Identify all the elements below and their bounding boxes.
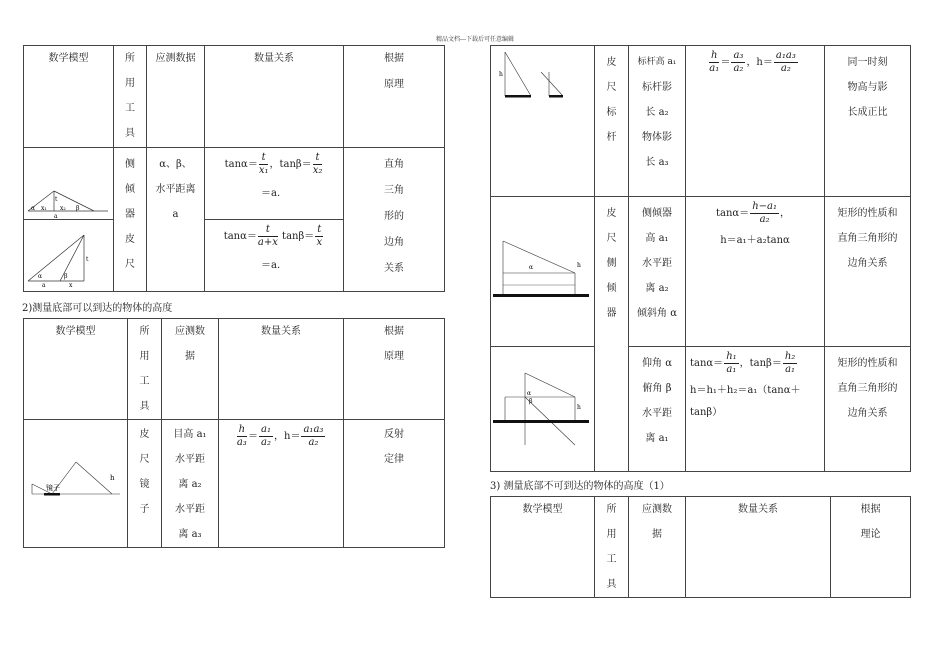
t1-rel1: tanα＝ $\frac{t}{\text{x₁}}$ ，tanβ＝ $\frac{t}{\text{x₂}}$ ＝a． (205, 148, 344, 220)
t2-h-basis: 根据原理 (384, 326, 404, 362)
pole-shadow-figure (491, 46, 595, 106)
svg-text:x₂: x₂ (60, 204, 66, 212)
t3-fig2-cell (491, 197, 595, 347)
svg-text:β: β (529, 398, 533, 405)
t3-r2-tool: 皮尺侧倾器 (606, 208, 617, 319)
section-3-caption: 3) 测量底部不可到达的物体的高度（1） (490, 481, 670, 492)
t1-h-basis: 根据原理 (384, 53, 404, 90)
t1-data-a: a (172, 209, 179, 220)
t4-h-model: 数学模型 (491, 497, 595, 598)
t3-fig3-cell (491, 347, 595, 472)
t1-data-angles: α、β、 (159, 159, 192, 170)
t1-fig1-cell (24, 148, 114, 220)
svg-text:h: h (577, 404, 581, 411)
table-1 (23, 45, 445, 292)
svg-text:β: β (64, 272, 68, 280)
triangle-figure-2 (24, 223, 112, 289)
t3-r3-data-1: 俯角 β (642, 383, 672, 394)
inclinometer-figure (491, 237, 595, 307)
t3-r2-data-0: 侧倾器 (642, 208, 672, 219)
svg-text:h: h (499, 71, 503, 78)
t1-h-rel: 数量关系 (205, 46, 344, 148)
t3-r2-data-1: 高 a₁ (645, 233, 669, 244)
t2-data-4: 离 a₃ (178, 529, 202, 540)
t3-r1-data-3: 物体影 (642, 132, 672, 143)
svg-text:α: α (31, 204, 36, 212)
t1-rel2: tanα＝ $\frac{t}{a+x}$ tanβ＝ $\frac{t}{x}$ ＝a． (205, 220, 344, 292)
svg-text:h: h (110, 473, 115, 482)
table-2 (23, 318, 445, 548)
t3-r1-data-0: 标杆高 a₁ (637, 57, 677, 67)
t3-r1-data-1: 标杆影 (642, 82, 672, 93)
t1-h-model: 数学模型 (24, 46, 114, 148)
t1-basis: 直角三角形的边角关系 (384, 159, 404, 274)
svg-text:镜子: 镜子 (46, 483, 60, 492)
svg-text:α: α (527, 390, 532, 397)
svg-text:h: h (577, 261, 581, 269)
t2-h-data: 应测数据 (175, 326, 205, 362)
t1-tool: 侧倾器皮尺 (125, 159, 135, 270)
svg-text:t: t (86, 255, 89, 263)
svg-text:x: x (69, 281, 73, 289)
t2-tool: 皮尺镜子 (139, 429, 150, 515)
t3-r2-data-2: 水平距 (642, 258, 672, 269)
t3-r3-data-0: 仰角 α (642, 358, 672, 369)
svg-text:α: α (38, 272, 43, 280)
svg-text:β: β (76, 204, 80, 212)
t2-data-3: 水平距 (175, 504, 205, 515)
page-header: 精品文档---下载后可任意编辑 (435, 36, 515, 43)
t3-r2-data-3: 离 a₂ (645, 283, 669, 294)
t3-r1-rel: $\frac{h}{\text{a₁}}$ ＝ $\frac{\text{a₃}}{\text{a₂}}$ ，h＝ $\frac{\text{a₁a₃}}{\text{a₂}}$ (686, 46, 825, 197)
elevation-depression-figure (491, 369, 595, 449)
svg-text:x₁: x₁ (41, 204, 47, 212)
t3-r1-data-4: 长 a₃ (645, 157, 669, 168)
t3-r1-tool: 皮尺标杆 (606, 57, 617, 143)
t3-r2-data-4: 倾斜角 α (637, 308, 677, 319)
t2-fig-cell (24, 420, 128, 548)
t3-fig1-cell (491, 46, 595, 197)
t2-data-0: 目高 a₁ (173, 429, 207, 440)
table-3 (490, 45, 911, 472)
t1-data-dist: 水平距离 (155, 184, 196, 195)
t3-r1-basis: 同一时刻物高与影长成正比 (847, 57, 888, 118)
t2-data-2: 离 a₂ (178, 479, 202, 490)
t4-h-rel: 数量关系 (686, 497, 831, 598)
t3-r1-data-2: 长 a₂ (645, 107, 669, 118)
t4-h-tool: 所用工具 (606, 504, 617, 590)
t1-h-data: 应测数据 (147, 46, 205, 148)
svg-text:α: α (529, 263, 534, 271)
t2-h-tool: 所用工具 (139, 326, 150, 412)
t1-h-tool: 所用工具 (125, 53, 135, 139)
table-4 (490, 496, 911, 598)
triangle-figure-1 (24, 149, 112, 219)
t2-h-model: 数学模型 (24, 319, 128, 420)
t3-r3-data-3: 离 a₁ (645, 433, 669, 444)
t3-r2-basis: 矩形的性质和直角三角形的边角关系 (837, 208, 898, 269)
t3-r3-basis: 矩形的性质和直角三角形的边角关系 (837, 358, 898, 419)
t4-h-basis: 根据理论 (860, 504, 881, 540)
section-2-caption: 2)测量底部可以到达的物体的高度 (22, 303, 173, 314)
t2-data-1: 水平距 (175, 454, 205, 465)
svg-text:a: a (54, 212, 58, 219)
mirror-figure (24, 454, 128, 514)
t3-r2-rel: tanα＝ $\frac{\text{h−a₁}}{\text{a₂}}$ ， h＝a₁＋a₂tanα (686, 197, 825, 347)
t1-fig2-cell (24, 220, 114, 292)
svg-text:a: a (42, 281, 46, 289)
t2-h-rel: 数量关系 (219, 319, 344, 420)
t4-h-data: 应测数据 (642, 504, 672, 540)
svg-text:t: t (55, 195, 58, 203)
t2-basis: 反射定律 (384, 429, 404, 465)
t3-r3-rel: tanα＝ $\frac{\text{h₁}}{\text{a₁}}$ ，tanβ＝ $\frac{\text{h₂}}{\text{a₁}}$ h＝h₁＋h₂＝a₁（tanα＋tanβ） (686, 347, 825, 472)
t3-r3-data-2: 水平距 (642, 408, 672, 419)
t2-rel: $\frac{h}{\text{a₃}}$ ＝ $\frac{\text{a₁}}{\text{a₂}}$ ，h＝ $\frac{\text{a₁a₃}}{\text{a₂}}$ (219, 420, 344, 548)
